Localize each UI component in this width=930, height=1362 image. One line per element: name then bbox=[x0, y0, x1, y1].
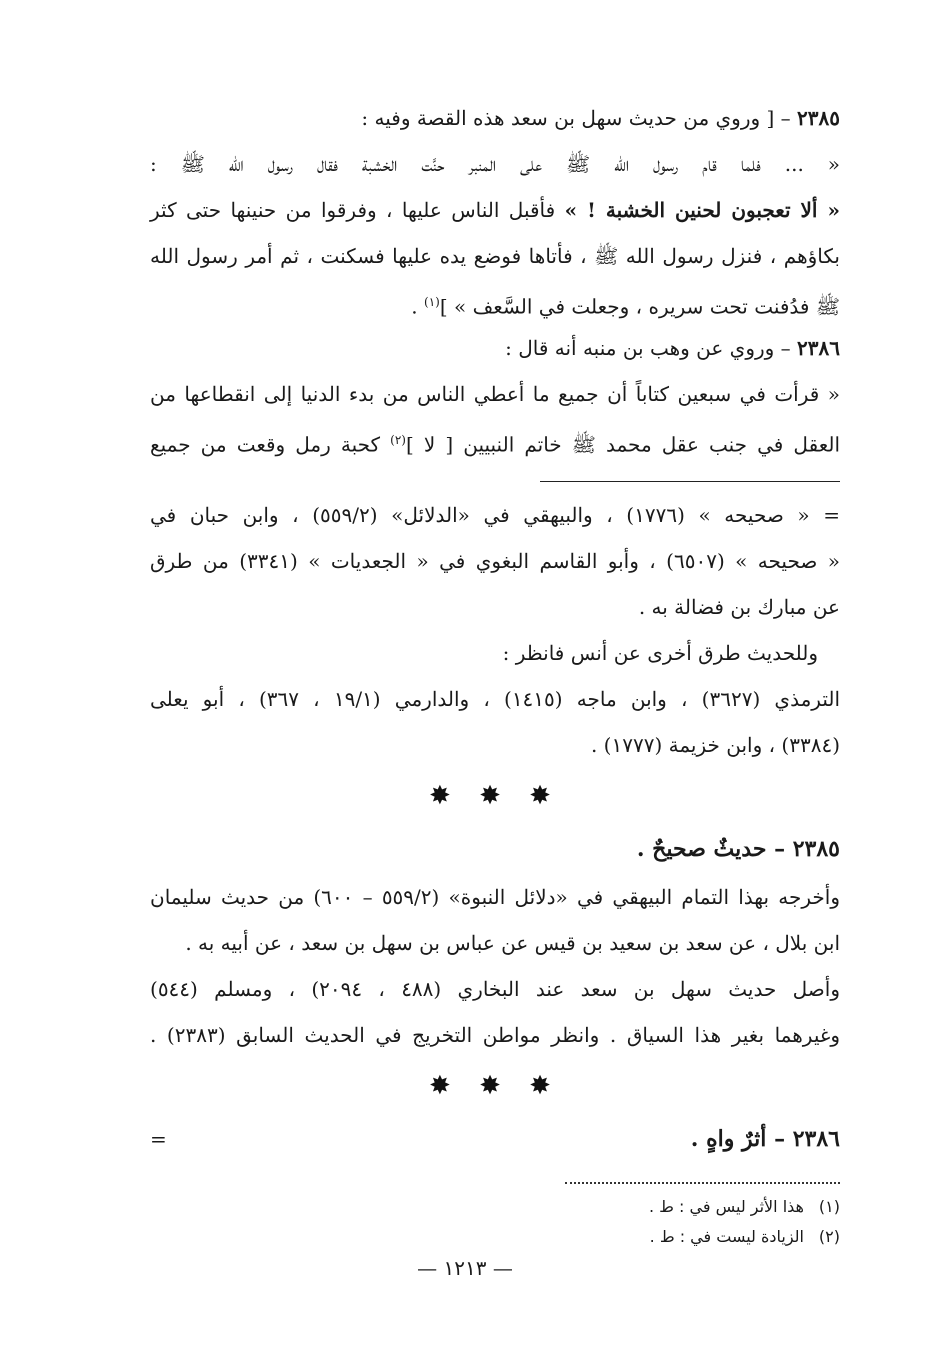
hadith-number: ٢٣٨٦ bbox=[797, 336, 840, 360]
footnote-separator bbox=[565, 1182, 840, 1184]
page-number: — ١٢١٣ — bbox=[417, 1256, 513, 1280]
note-line: (٣٣٨٤) ، وابن خزيمة (١٧٧٧) . bbox=[590, 733, 840, 757]
text-line bbox=[150, 371, 840, 417]
text-line bbox=[150, 141, 840, 187]
section-title: – أثرٌ واهٍ . bbox=[690, 1126, 793, 1152]
text-line bbox=[150, 95, 840, 141]
text-line: ابن بلال ، عن سعد بن سعيد بن قيس عن عباس بن سهل بن سعد ، عن أبيه به . bbox=[185, 931, 840, 955]
line-text: فأقبل الناس عليها ، وفرقوا من حنينها حتى كثر bbox=[150, 198, 565, 222]
footnote bbox=[150, 1222, 840, 1252]
text-line: وغيرهما بغير هذا السياق . وانظر مواطن التخريج في الحديث السابق (٢٣٨٣) . bbox=[150, 1023, 840, 1047]
footnote bbox=[150, 1192, 840, 1222]
footnote-number: (٢) bbox=[818, 1227, 840, 1246]
line-text: العقل في جنب عقل محمد ﷺ خاتم النبيين [ لا ] bbox=[405, 432, 840, 457]
text-line bbox=[150, 325, 840, 371]
text-line bbox=[150, 417, 840, 463]
separator-rule bbox=[540, 481, 840, 482]
continuation-mark: = bbox=[150, 1127, 167, 1151]
note-line: « صحيحه » (٦٥٠٧) ، وأبو القاسم البغوي في « الجعديات » (٣٣٤١) من طرق bbox=[150, 549, 840, 573]
line-text: – وروي عن وهب بن منبه أنه قال : bbox=[505, 336, 798, 360]
section-number: ٢٣٨٥ bbox=[792, 836, 840, 862]
footnote-ref: (١) bbox=[424, 295, 440, 309]
line-text: « قرأت في سبعين كتاباً أن جميع ما أعطي الناس من بدء الدنيا إلى انقطاعها من bbox=[150, 382, 840, 406]
line-text: « ... فلما قام رسول الله ﷺ على المنبر حنَّت الخشبة فقال رسول الله ﷺ : bbox=[150, 152, 840, 176]
note-line: عن مبارك بن فضالة به . bbox=[638, 595, 840, 619]
section-number: ٢٣٨٦ bbox=[792, 1126, 840, 1152]
note-line: = « صحيحه » (١٧٧٦) ، والبيهقي في «الدلائل» (٥٥٩/٢) ، وابن حبان في bbox=[150, 503, 841, 527]
star-divider: ✸ ✸ ✸ bbox=[429, 1071, 561, 1101]
note-line: وللحديث طرق أخرى عن أنس فانظر : bbox=[502, 641, 818, 665]
text-line: وأصل حديث سهل بن سعد عند البخاري (٤٨٨ ، ٢٠٩٤) ، ومسلم (٥٤٤) bbox=[150, 977, 841, 1001]
footnote-text: هذا الأثر ليس في : ط . bbox=[648, 1197, 804, 1216]
line-text: كحبة رمل وقعت من جميع bbox=[150, 432, 391, 457]
page-body bbox=[150, 95, 840, 1252]
section-heading bbox=[150, 1114, 840, 1164]
text-line: وأخرجه بهذا التمام البيهقي في «دلائل النبوة» (٥٥٩/٢ – ٦٠٠) من حديث سليمان bbox=[150, 885, 840, 909]
text-line bbox=[150, 233, 840, 279]
text-line bbox=[150, 279, 840, 325]
line-text: بكاؤهم ، فنزل رسول الله ﷺ ، فأتاها فوضع يده عليها فسكنت ، ثم أمر رسول الله bbox=[150, 244, 840, 268]
hadith-number: ٢٣٨٥ bbox=[797, 106, 840, 130]
footnote-ref: (٢) bbox=[390, 433, 406, 447]
line-text: ﷺ فدُفنت تحت سريره ، وجعلت في السَّعف » ] bbox=[439, 294, 840, 319]
section-title: – حديثٌ صحيحٌ . bbox=[636, 836, 793, 862]
note-line: الترمذي (٣٦٢٧) ، وابن ماجه (١٤١٥) ، والدارمي (١٩/١ ، ٣٦٧) ، أبو يعلى bbox=[150, 687, 841, 711]
line-text: – [ وروي من حديث سهل بن سعد هذه القصة وفيه : bbox=[361, 106, 798, 130]
text-line bbox=[150, 187, 840, 233]
quote-bold: « ألا تعجبون لحنين الخشبة ! » bbox=[564, 198, 840, 222]
line-text: . bbox=[411, 294, 425, 319]
star-divider: ✸ ✸ ✸ bbox=[429, 781, 561, 811]
footnote-text: الزيادة ليست في : ط . bbox=[649, 1227, 804, 1246]
footnote-number: (١) bbox=[818, 1197, 840, 1216]
section-heading bbox=[150, 824, 840, 874]
